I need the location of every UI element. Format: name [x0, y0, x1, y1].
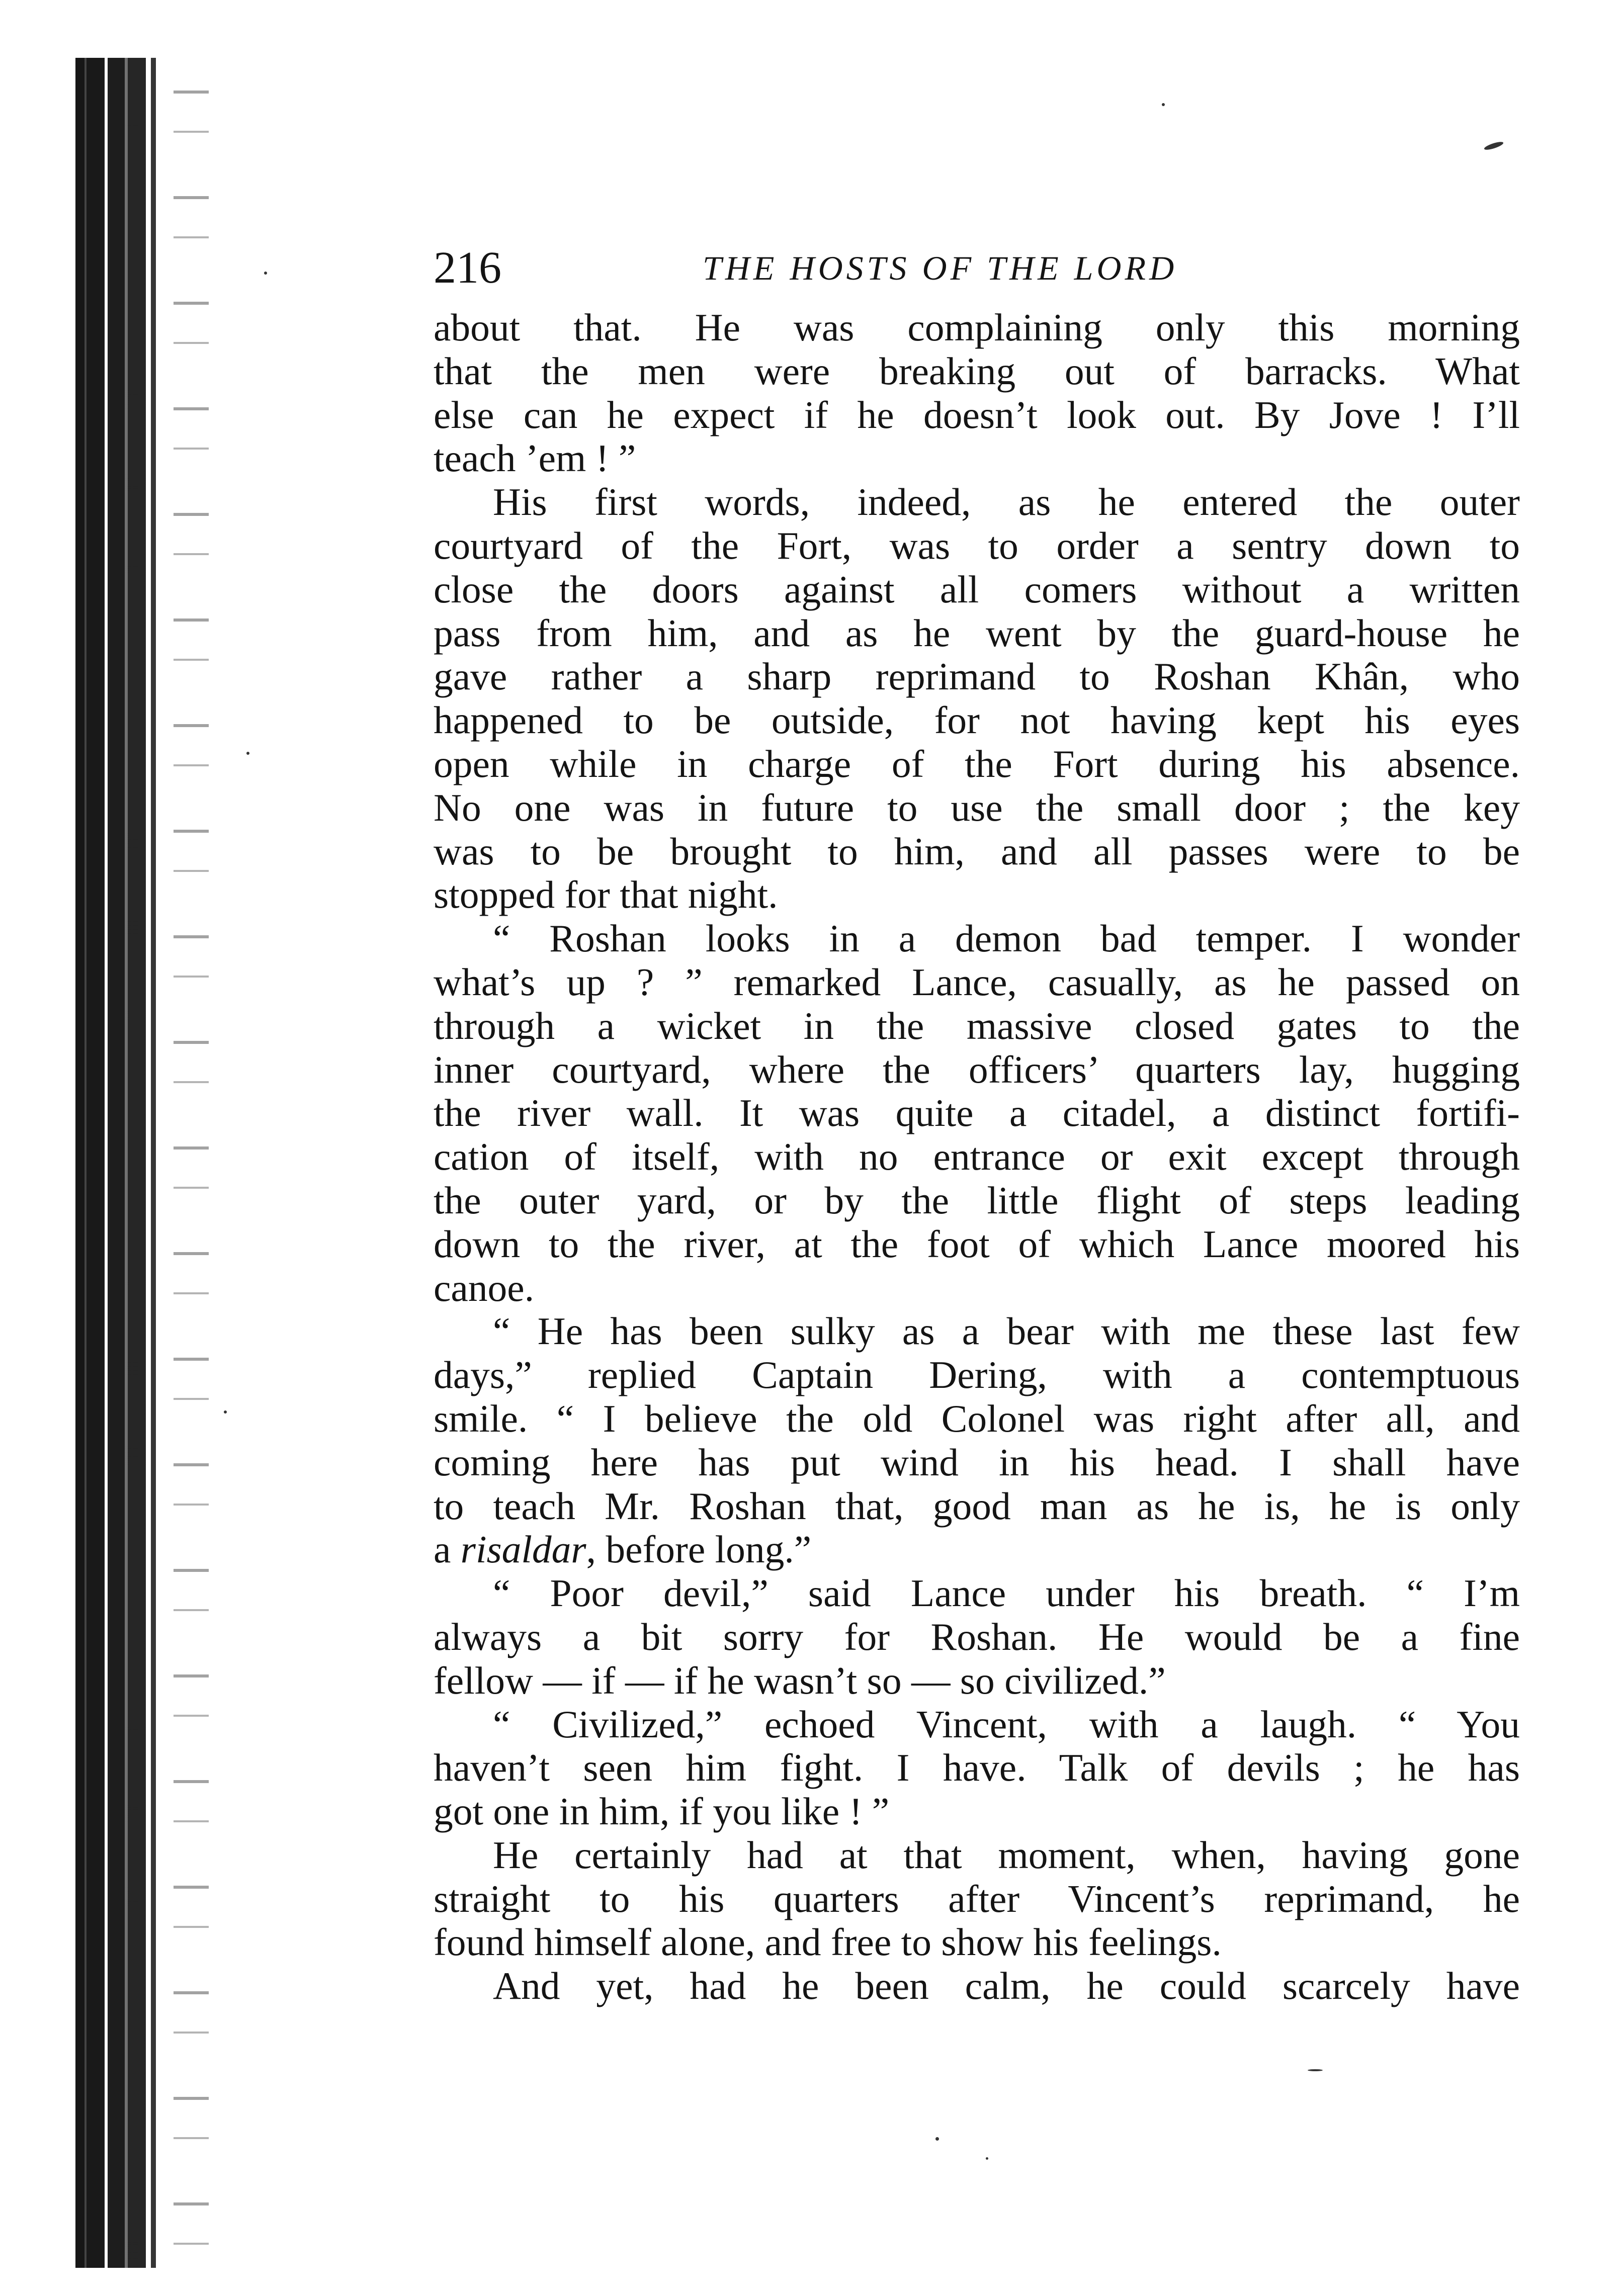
text-line: cation of itself, with no entrance or exit except through: [434, 1135, 1520, 1179]
text-line: always a bit sorry for Roshan. He would be a fine: [434, 1615, 1520, 1658]
page: [434, 240, 1520, 2008]
text-line: He certainly had at that moment, when, having gone: [493, 1833, 1520, 1877]
text-line: that the men were breaking out of barracks. What: [434, 349, 1520, 393]
text-line: And yet, had he been calm, he could scarcely have: [493, 1964, 1520, 2008]
text-line: through a wicket in the massive closed gates to the: [434, 1004, 1520, 1047]
running-head: [434, 240, 1520, 296]
text-line: stopped for that night.: [434, 873, 778, 917]
binding-shadow: [174, 70, 209, 2258]
text-line: courtyard of the Fort, was to order a sentry down to: [434, 523, 1520, 567]
text-line: No one was in future to use the small door ; the key: [434, 785, 1520, 829]
text-line: found himself alone, and free to show his feelings.: [434, 1920, 1222, 1964]
text-line: a risaldar, before long.”: [434, 1528, 812, 1571]
italic-word: risaldar: [460, 1528, 586, 1571]
text-line: His first words, indeed, as he entered the outer: [493, 480, 1520, 524]
text-line: was to be brought to him, and all passes were to be: [434, 829, 1520, 873]
text-line: pass from him, and as he went by the guard-house he: [434, 611, 1520, 655]
text-line: haven’t seen him fight. I have. Talk of devils ; he has: [434, 1746, 1520, 1790]
page-number: 216: [434, 243, 501, 293]
text-line: canoe.: [434, 1266, 535, 1309]
text-line: inner courtyard, where the officers’ quarters lay, hugging: [434, 1047, 1520, 1091]
body-text: [434, 306, 1520, 2008]
text-line: down to the river, at the foot of which Lance moored his: [434, 1222, 1520, 1266]
text-line: “ He has been sulky as a bear with me these last few: [493, 1309, 1520, 1353]
text-line: “ Poor devil,” said Lance under his breath. “ I’m: [493, 1571, 1520, 1615]
text-line: “ Civilized,” echoed Vincent, with a laugh. “ You: [493, 1702, 1520, 1746]
text-line: got one in him, if you like ! ”: [434, 1790, 890, 1833]
text-line: open while in charge of the Fort during his absence.: [434, 742, 1520, 785]
text-line: about that. He was complaining only this morning: [434, 306, 1520, 349]
text-line: happened to be outside, for not having kept his eyes: [434, 698, 1520, 742]
text-line: “ Roshan looks in a demon bad temper. I wonder: [493, 917, 1520, 960]
text-line: the river wall. It was quite a citadel, a distinct fortifi-: [434, 1091, 1520, 1135]
text-line: fellow — if — if he wasn’t so — so civilized.”: [434, 1658, 1166, 1702]
text-line: to teach Mr. Roshan that, good man as he is, he is only: [434, 1484, 1520, 1528]
text-line: smile. “ I believe the old Colonel was right after all, and: [434, 1396, 1520, 1440]
text-line: close the doors against all comers without a written: [434, 567, 1520, 611]
text-line: else can he expect if he doesn’t look out. By Jove ! I’ll: [434, 393, 1520, 436]
text-line: straight to his quarters after Vincent’s reprimand, he: [434, 1877, 1520, 1920]
text-line: gave rather a sharp reprimand to Roshan Khân, who: [434, 655, 1520, 698]
running-title: THE HOSTS OF THE LORD: [703, 249, 1178, 287]
text-line: coming here has put wind in his head. I shall have: [434, 1440, 1520, 1484]
text-line: the outer yard, or by the little flight of steps leading: [434, 1178, 1520, 1222]
binding-edge: [75, 58, 171, 2268]
text-line: days,” replied Captain Dering, with a contemptuous: [434, 1353, 1520, 1397]
text-line: teach ’em ! ”: [434, 436, 636, 480]
text-line: what’s up ? ” remarked Lance, casually, as he passed on: [434, 960, 1520, 1004]
